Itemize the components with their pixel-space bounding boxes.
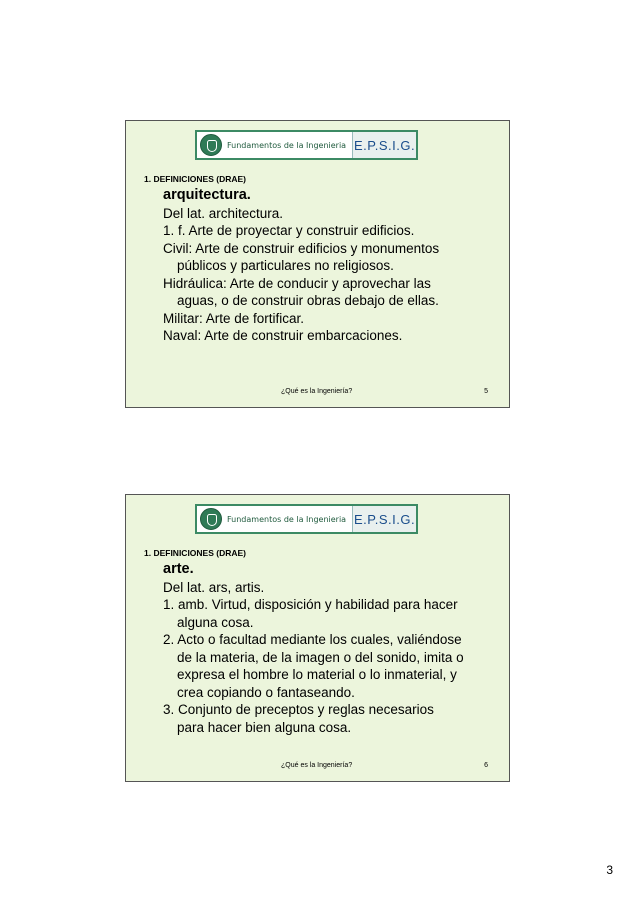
definition-term: arquitectura. (163, 187, 251, 203)
definition-line: 1. amb. Virtud, disposición y habilidad para hacer alguna cosa. (163, 597, 458, 630)
course-banner (195, 130, 418, 160)
slide-number: 5 (484, 388, 488, 395)
banner-code: E.P.S.I.G. (352, 132, 416, 158)
section-heading: 1. DEFINICIONES (DRAE) (144, 548, 247, 558)
page-number: 3 (606, 863, 613, 877)
slide-body (163, 561, 508, 736)
definition-term: arte. (163, 561, 194, 577)
banner-title: Fundamentos de la Ingenieria (227, 514, 347, 524)
university-seal-icon (200, 508, 222, 530)
definition-line: 1. f. Arte de proyectar y construir edificios. (163, 223, 415, 238)
slide-5 (125, 120, 510, 408)
section-heading: 1. DEFINICIONES (DRAE) (144, 174, 247, 184)
university-seal-icon (200, 134, 222, 156)
definition-line: 3. Conjunto de preceptos y reglas necesarios para hacer bien alguna cosa. (163, 702, 434, 735)
definition-line: Naval: Arte de construir embarcaciones. (163, 328, 403, 343)
banner-title: Fundamentos de la Ingenieria (227, 140, 347, 150)
slide-6 (125, 494, 510, 782)
slide-body (163, 187, 508, 345)
slide-footer: ¿Qué es la Ingeniería? (281, 388, 353, 395)
definition-line: Militar: Arte de fortificar. (163, 310, 305, 326)
definition-line: Civil: Arte de construir edificios y monumentos públicos y particulares no religiosos. (163, 240, 440, 273)
banner-code: E.P.S.I.G. (352, 506, 416, 532)
definition-line: Del lat. ars, artis. (163, 579, 265, 595)
definition-line: 2. Acto o facultad mediante los cuales, valiéndose de la materia, de la imagen o del sonido, imita o expresa el hombre lo material o lo inmaterial, y crea copiando o fantaseando. (163, 632, 464, 700)
slide-footer: ¿Qué es la Ingeniería? (281, 762, 353, 769)
course-banner (195, 504, 418, 534)
slide-number: 6 (484, 762, 488, 769)
definition-line: Hidráulica: Arte de conducir y aprovechar las aguas, o de construir obras debajo de ellas. (163, 275, 439, 308)
definition-line: Del lat. architectura. (163, 205, 284, 221)
